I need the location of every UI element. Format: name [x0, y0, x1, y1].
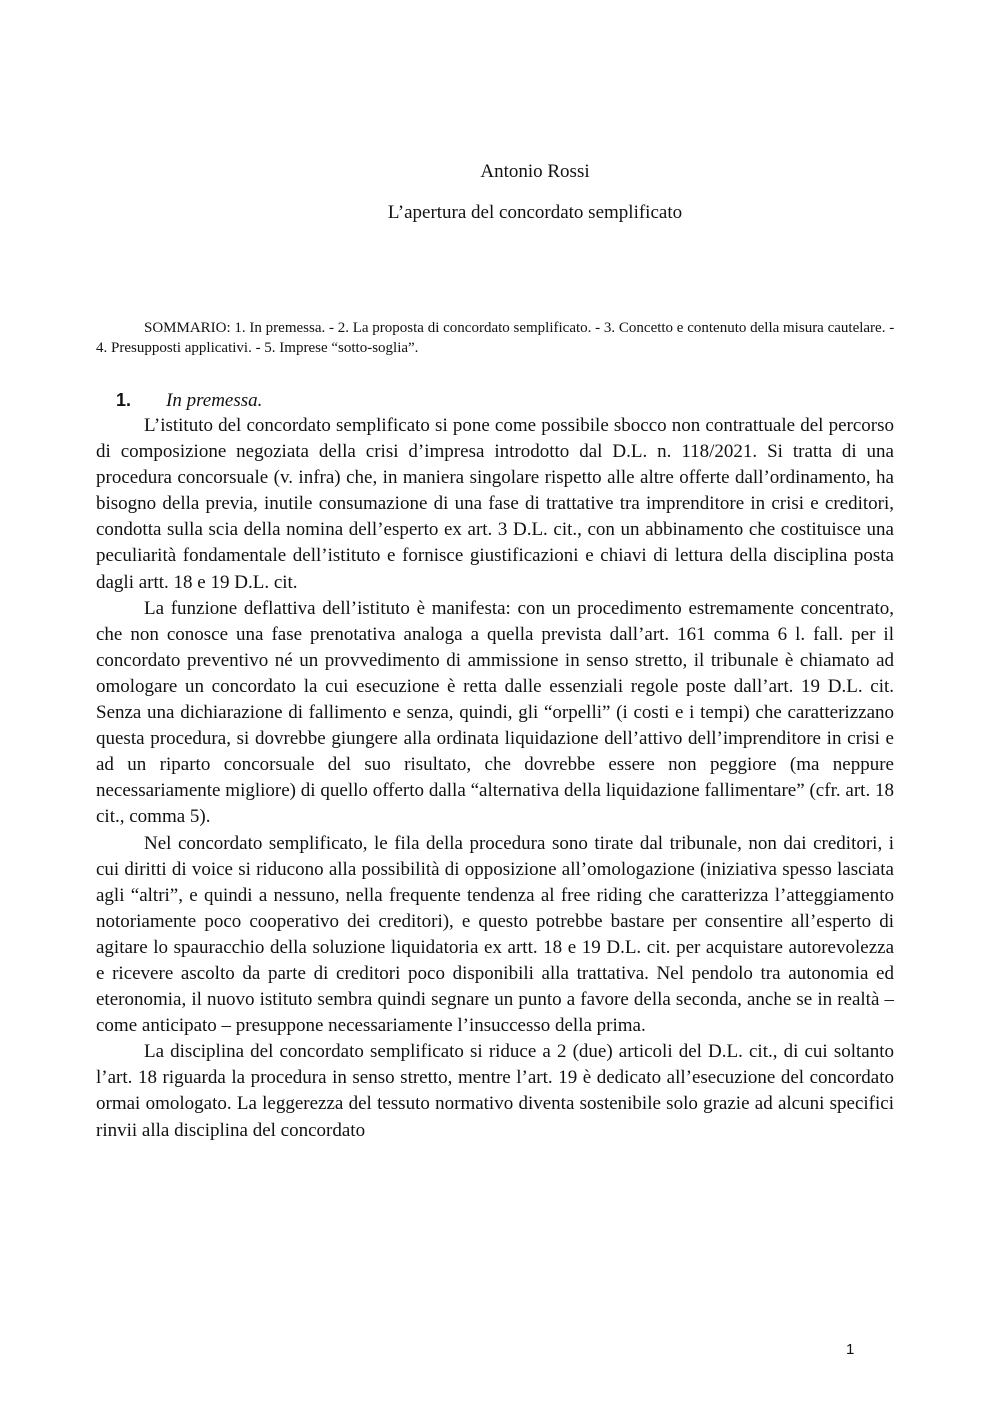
paragraph: L’istituto del concordato semplificato si pone come possibile sbocco non contrattuale del percorso di composizione negoziata della crisi d’impresa introdotto dal D.L. n. 118/2021. Si tratta di una procedura concorsuale (v. infra) che, in maniera singolare rispetto alle altre offerte dall’ordinamento, ha bisogno della previa, inutile consumazione di una fase di trattative tra imprenditore in crisi e creditori, condotta sulla scia della nomina dell’esperto ex art. 3 D.L. cit., con un abbinamento che costituisce una peculiarità fondamentale dell’istituto e fornisce giustificazioni e chiavi di lettura della disciplina posta dagli artt. 18 e 19 D.L. cit.: [96, 415, 894, 593]
page-number: 1: [846, 1341, 855, 1358]
paragraph: Nel concordato semplificato, le fila della procedura sono tirate dal tribunale, non dai creditori, i cui diritti di voice si riducono alla possibilità di opposizione all’omologazione (iniziativa spesso lasciata agli “altri”, e quindi a nessuno, nella frequente tendenza al free riding che caratterizza l’atteggiamento notoriamente poco cooperativo dei creditori), e questo potrebbe bastare per consentire all’esperto di agitare lo spauracchio della soluzione liquidatoria ex artt. 18 e 19 D.L. cit. per acquistare autorevolezza e ricevere ascolto da parte di creditori poco disponibili alla trattativa. Nel pendolo tra autonomia ed eteronomia, il nuovo istituto sembra quindi segnare un punto a favore della seconda, anche se in realtà – come anticipato – presuppone necessariamente l’insuccesso della prima.: [96, 832, 894, 1037]
section-title: In premessa.: [166, 390, 263, 411]
paragraph: La funzione deflattiva dell’istituto è manifesta: con un procedimento estremamente concentrato, che non conosce una fase prenotativa analoga a quella prevista dall’art. 161 comma 6 l. fall. per il concordato preventivo né un provvedimento di ammissione in senso stretto, il tribunale è chiamato ad omologare un concordato la cui esecuzione è retta dalle essenziali regole poste dall’art. 19 D.L. cit. Senza una dichiarazione di fallimento e senza, quindi, gli “orpelli” (i costi e i tempi) che caratterizzano questa procedura, si dovrebbe giungere alla ordinata liquidazione dell’attivo dell’imprenditore in crisi e ad un riparto concorsuale del suo risultato, che dovrebbe essere non peggiore (ma neppure necessariamente migliore) di quello offerto dalla “alternativa della liquidazione fallimentare” (cfr. art. 18 cit., comma 5).: [96, 597, 894, 828]
body-text: [96, 387, 894, 1144]
section-number: 1.: [116, 390, 132, 410]
section-heading: [96, 387, 894, 413]
paragraph: La disciplina del concordato semplificato si riduce a 2 (due) articoli del D.L. cit., di cui soltanto l’art. 18 riguarda la procedura in senso stretto, mentre l’art. 19 è dedicato all’esecuzione del concordato ormai omologato. La leggerezza del tessuto normativo diventa sostenibile solo grazie ad alcuni specifici rinvii alla disciplina del concordato: [96, 1041, 894, 1141]
document-title: L’apertura del concordato semplificato: [387, 202, 683, 223]
author-name: Antonio Rossi: [480, 161, 590, 182]
summary-abstract: SOMMARIO: 1. In premessa. - 2. La proposta di concordato semplificato. - 3. Concetto e contenuto della misura cautelare. - 4. Presupposti applicativi. - 5. Imprese “sotto-soglia”.: [96, 320, 895, 356]
